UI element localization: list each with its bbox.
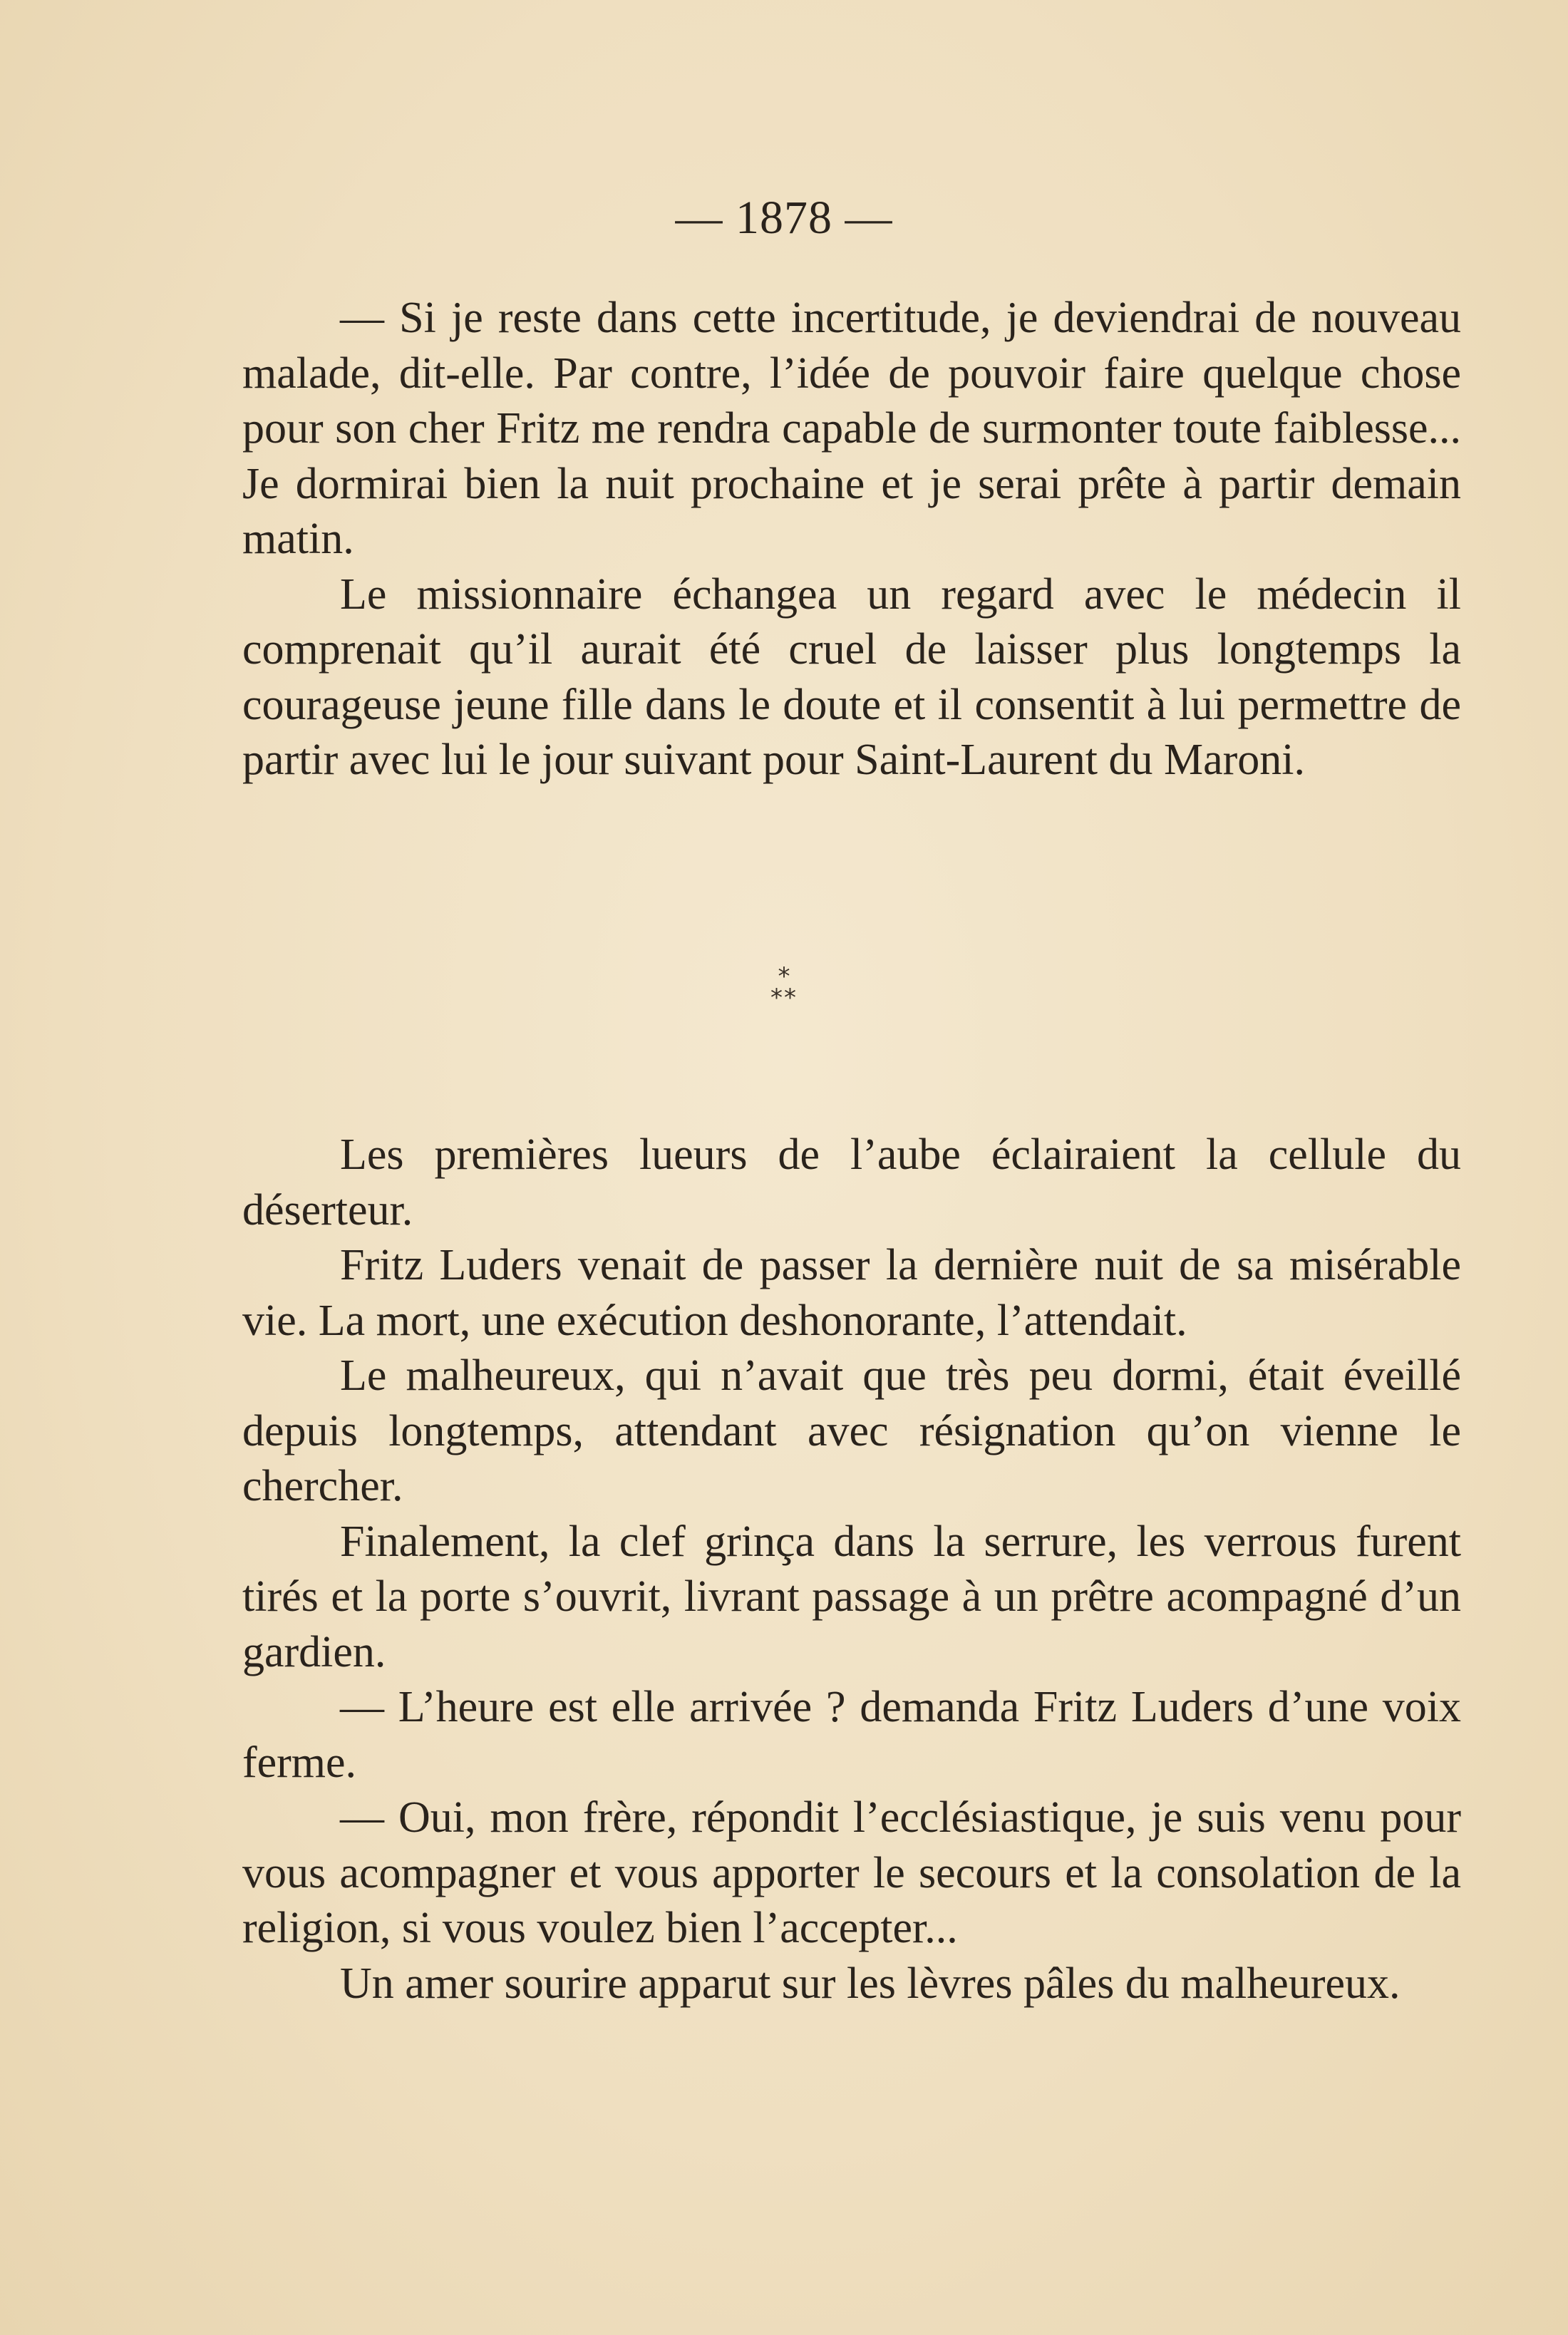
asterism-separator	[0, 962, 1568, 1030]
text-block-bottom	[242, 1128, 1461, 2011]
paragraph: — Si je reste dans cette incertitude, je deviendrai de nouveau malade, dit-elle. Par contre, l’idée de pouvoir faire quelque chose pour son cher Fritz me rendra capable de surmonter toute faiblesse... Je dormirai bien la nuit prochaine et je serai prête à partir demain matin.	[242, 294, 1461, 563]
paragraph: Le missionnaire échangea un regard avec le médecin il comprenait qu’il aurait été cruel de laisser plus longtemps la courageuse jeune fille dans le doute et il consentit à lui permettre de partir avec lui le jour suivant pour Saint-Laurent du Maroni.	[242, 569, 1461, 784]
asterism-bottom: **	[770, 984, 798, 1012]
text-block-top	[242, 291, 1461, 788]
page-number: — 1878 —	[675, 192, 893, 244]
paragraph: Un amer sourire apparut sur les lèvres pâles du malheureux.	[340, 1959, 1401, 2008]
paragraph: Finalement, la clef grinça dans la serrure, les verrous furent tirés et la porte s’ouvrit, livrant passage à un prêtre acompagné d’un gardien.	[242, 1517, 1461, 1676]
paragraph: — Oui, mon frère, répondit l’ecclésiastique, je suis venu pour vous acompagner et vous apporter le secours et la consolation de la religion, si vous voulez bien l’accepter...	[242, 1793, 1461, 1952]
paragraph: Les premières lueurs de l’aube éclairaient la cellule du déserteur.	[242, 1130, 1461, 1234]
paragraph: Fritz Luders venait de passer la dernière nuit de sa misérable vie. La mort, une exécution deshonorante, l’attendait.	[242, 1241, 1461, 1345]
paragraph: Le malheureux, qui n’avait que très peu dormi, était éveillé depuis longtemps, attendant avec résignation qu’on vienne le chercher.	[242, 1351, 1461, 1510]
paragraph: — L’heure est elle arrivée ? demanda Fritz Luders d’une voix ferme.	[242, 1683, 1461, 1787]
asterism-top: *	[778, 962, 790, 991]
